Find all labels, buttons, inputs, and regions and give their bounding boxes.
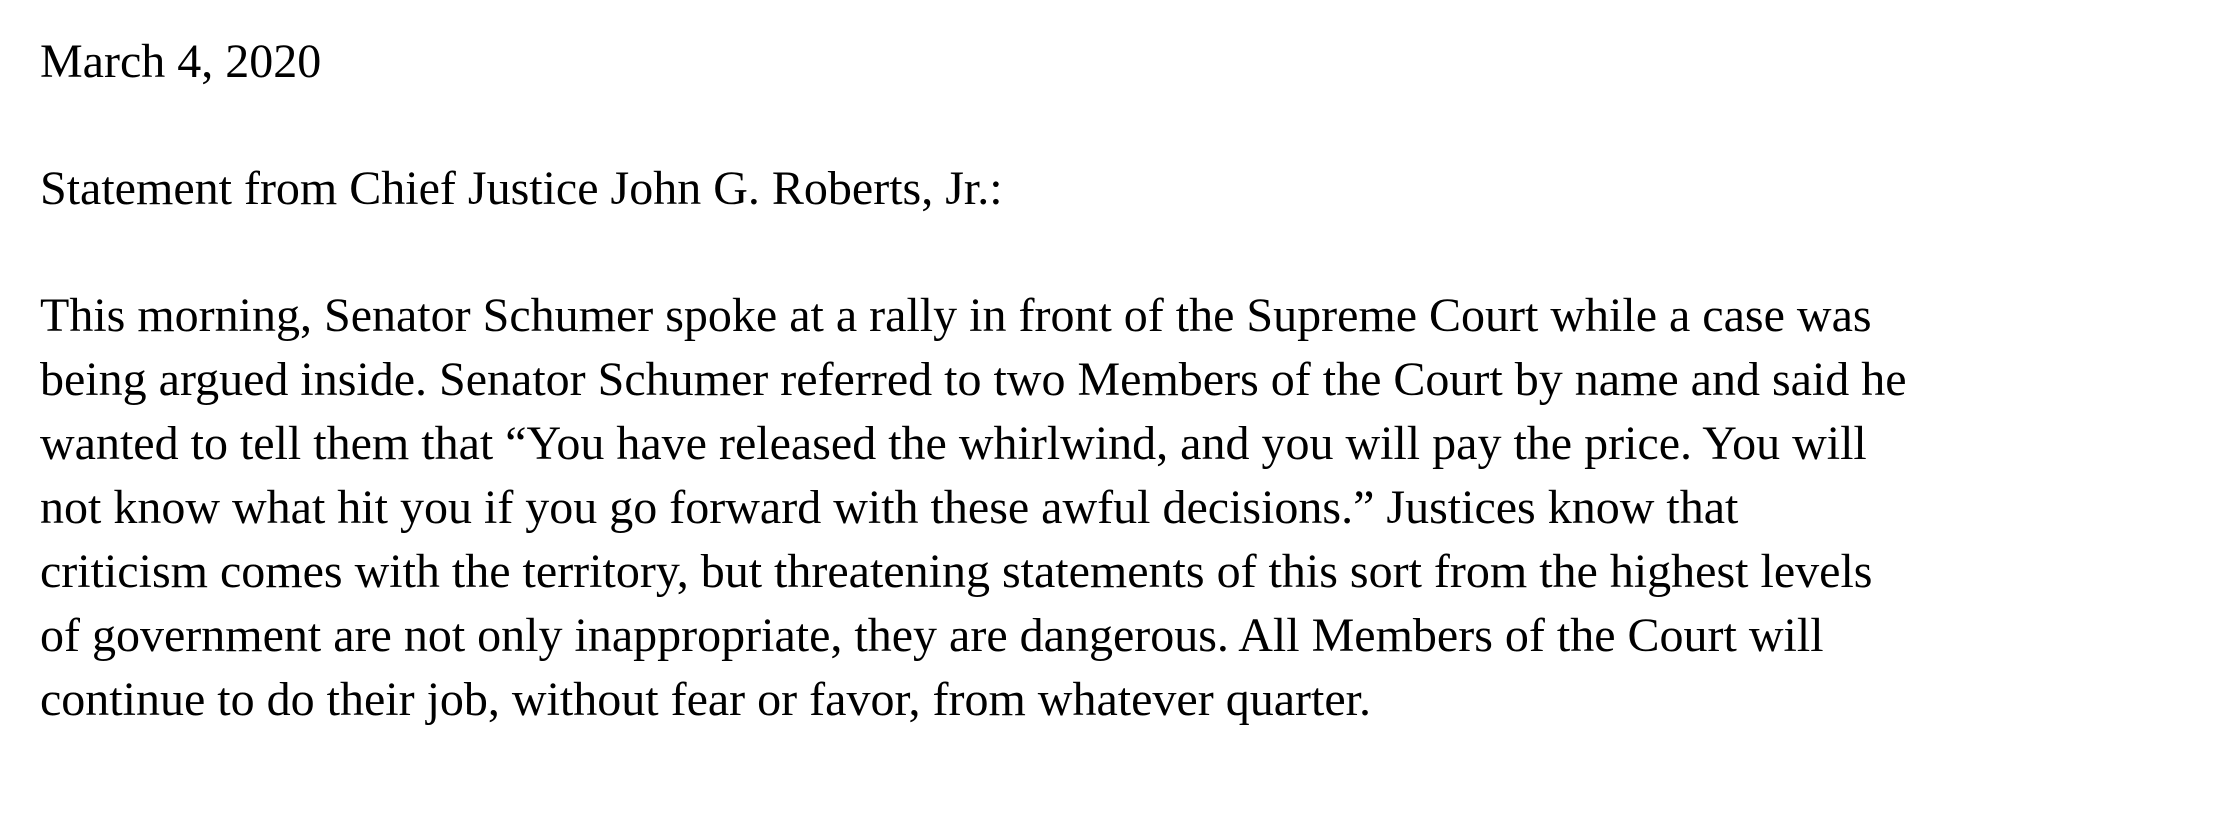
statement-date: March 4, 2020 — [40, 35, 322, 88]
statement-body-line: wanted to tell them that “You have released the whirlwind, and you will pay the price. You will — [40, 417, 1867, 470]
statement-body-line: being argued inside. Senator Schumer referred to two Members of the Court by name and said he — [40, 353, 1907, 406]
statement-heading: Statement from Chief Justice John G. Roberts, Jr.: — [40, 162, 1003, 215]
statement-body-line: continue to do their job, without fear or favor, from whatever quarter. — [40, 673, 1371, 726]
statement-body — [40, 284, 2190, 732]
statement-body-line: criticism comes with the territory, but threatening statements of this sort from the highest levels — [40, 545, 1873, 598]
statement-body-line: of government are not only inappropriate, they are dangerous. All Members of the Court will — [40, 609, 1824, 662]
statement-body-line: This morning, Senator Schumer spoke at a rally in front of the Supreme Court while a case was — [40, 289, 1872, 342]
statement-document — [40, 30, 2190, 732]
statement-body-line: not know what hit you if you go forward with these awful decisions.” Justices know that — [40, 481, 1739, 534]
